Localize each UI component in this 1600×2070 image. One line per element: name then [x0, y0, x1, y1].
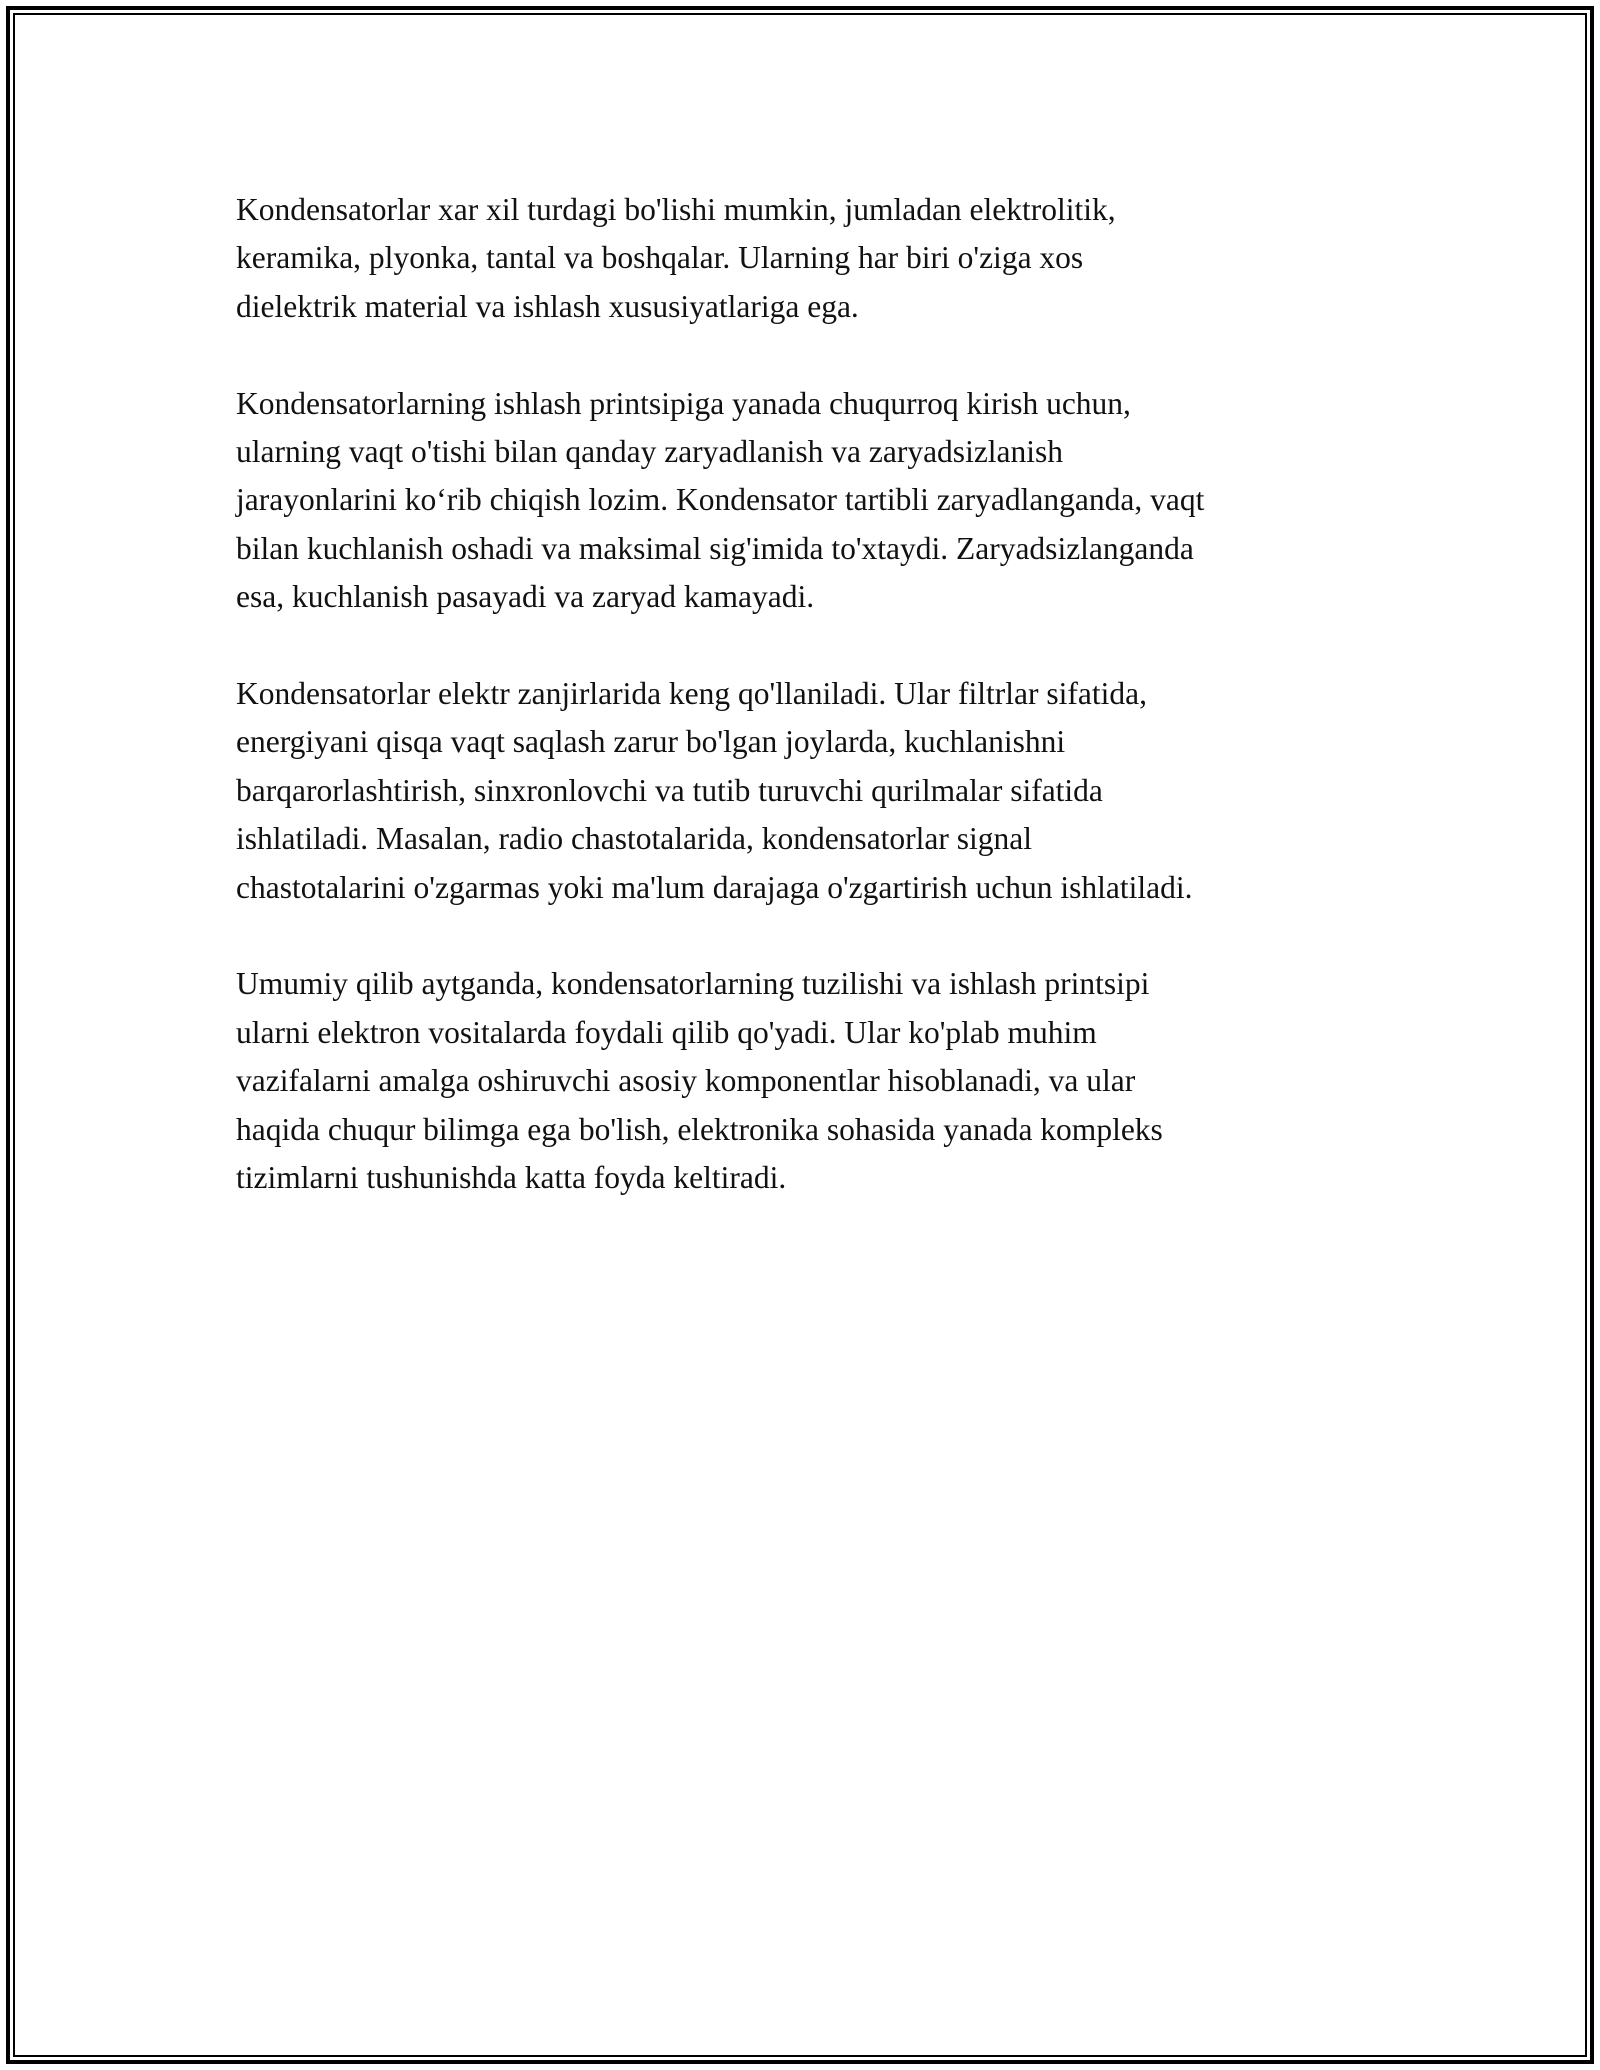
- text-line: vazifalarni amalga oshiruvchi asosiy komponentlar hisoblanadi, va ular: [236, 1063, 1136, 1099]
- text-line: Umumiy qilib aytganda, kondensatorlarning tuzilishi va ishlash printsipi: [236, 966, 1150, 1002]
- text-line: Kondensatorlarning ishlash printsipiga yanada chuqurroq kirish uchun,: [236, 385, 1131, 421]
- document-body: [236, 186, 1376, 1251]
- text-line: ularning vaqt o'tishi bilan qanday zaryadlanish va zaryadsizlanish: [236, 434, 1064, 470]
- paragraph-applications: [236, 670, 1376, 912]
- text-line: bilan kuchlanish oshadi va maksimal sig'imida to'xtaydi. Zaryadsizlanganda: [236, 530, 1194, 566]
- paragraph-conclusion: [236, 960, 1376, 1202]
- text-line: jarayonlarini ko‘rib chiqish lozim. Kondensator tartibli zaryadlanganda, vaqt: [236, 482, 1205, 518]
- text-line: tizimlarni tushunishda katta foyda keltiradi.: [236, 1160, 787, 1196]
- text-line: Kondensatorlar elektr zanjirlarida keng qo'llaniladi. Ular filtrlar sifatida,: [236, 676, 1147, 712]
- text-line: dielektrik material va ishlash xususiyatlariga ega.: [236, 288, 859, 324]
- text-line: haqida chuqur bilimga ega bo'lish, elektronika sohasida yanada kompleks: [236, 1111, 1163, 1147]
- paragraph-working-principle: [236, 380, 1376, 622]
- text-line: chastotalarini o'zgarmas yoki ma'lum darajaga o'zgartirish uchun ishlatiladi.: [236, 869, 1193, 905]
- text-line: energiyani qisqa vaqt saqlash zarur bo'lgan joylarda, kuchlanishni: [236, 724, 1066, 760]
- text-line: ularni elektron vositalarda foydali qilib qo'yadi. Ular ko'plab muhim: [236, 1014, 1097, 1050]
- text-line: ishlatiladi. Masalan, radio chastotalarida, kondensatorlar signal: [236, 821, 1033, 857]
- text-line: esa, kuchlanish pasayadi va zaryad kamayadi.: [236, 579, 815, 615]
- text-line: Kondensatorlar xar xil turdagi bo'lishi mumkin, jumladan elektrolitik,: [236, 192, 1116, 227]
- text-line: barqarorlashtirish, sinxronlovchi va tutib turuvchi qurilmalar sifatida: [236, 772, 1103, 808]
- paragraph-capacitor-types: [236, 186, 1376, 331]
- text-line: keramika, plyonka, tantal va boshqalar. Ularning har biri o'ziga xos: [236, 240, 1084, 276]
